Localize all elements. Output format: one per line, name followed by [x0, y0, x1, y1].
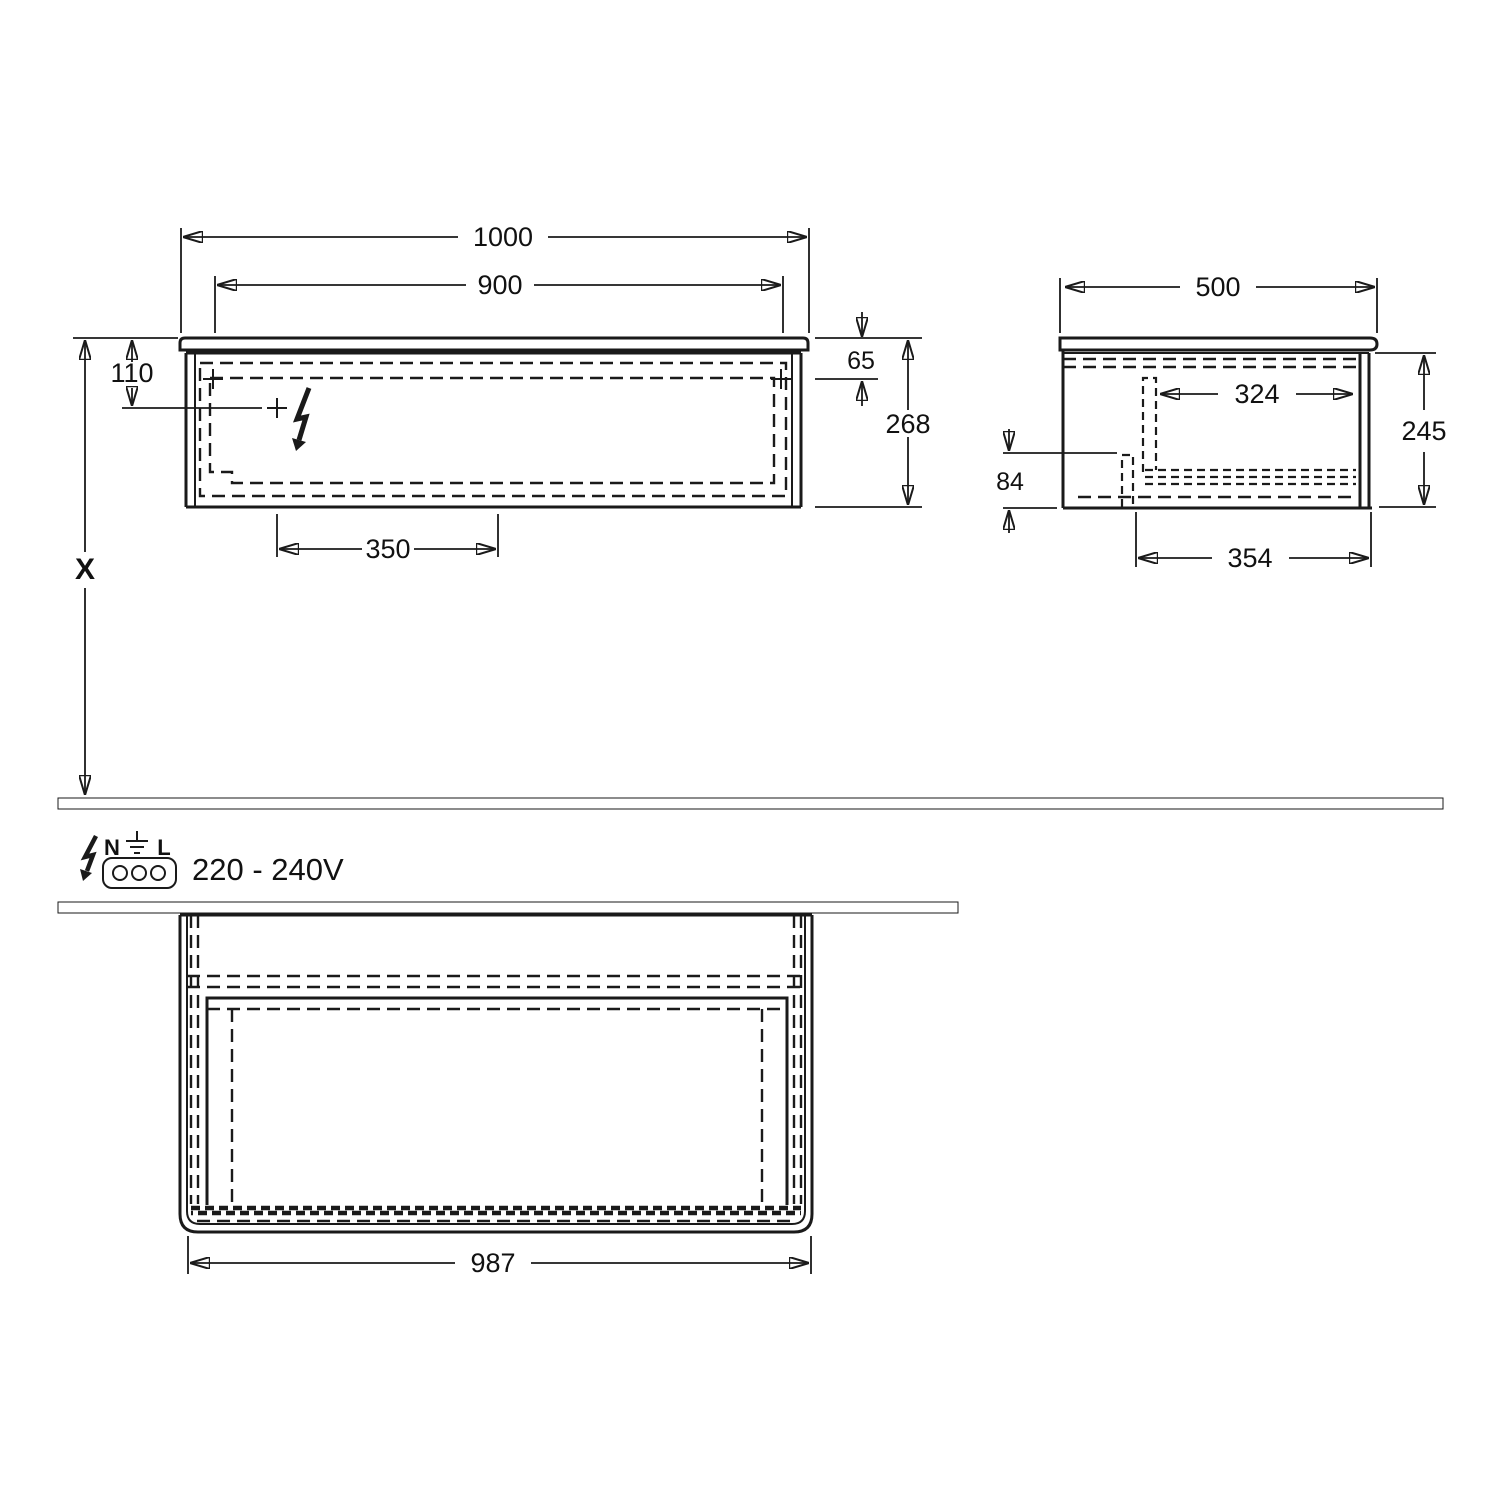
wall-hatch-lower: [58, 902, 958, 913]
side-view: [1060, 338, 1377, 508]
dim-front-height: 268: [885, 409, 931, 439]
dim-front-inner-width: 900: [477, 270, 523, 300]
front-countertop: [180, 338, 808, 350]
power-socket-icon: [103, 858, 176, 888]
ground-symbol-icon: [126, 831, 148, 853]
plan-inner-outline: [187, 915, 805, 1224]
dim-side-inner-depth: 324: [1234, 379, 1280, 409]
power-connection-symbol: [80, 831, 344, 888]
dim-side-bottom-clearance: 84: [996, 468, 1024, 496]
plan-view: [180, 915, 812, 1232]
dim-plan-width: 987: [470, 1248, 516, 1278]
side-duct-outline: [1143, 378, 1156, 472]
terminal-n-label: N: [104, 835, 120, 860]
front-drawer-inner-outline: [210, 378, 774, 483]
lightning-bolt-icon: [80, 836, 96, 881]
dim-side-depth: 500: [1195, 272, 1241, 302]
lightning-bolt-icon: [292, 388, 309, 451]
plan-outer-outline: [180, 915, 812, 1232]
dim-side-body-height: 245: [1401, 416, 1447, 446]
mount-cross-marker-left: [203, 369, 223, 389]
dim-front-top-inset: 65: [847, 347, 875, 375]
voltage-label: 220 - 240V: [192, 852, 344, 887]
dim-front-width: 1000: [472, 222, 534, 252]
plan-drawer-box: [207, 998, 787, 1205]
dim-side-bottom-depth: 354: [1227, 543, 1273, 573]
dim-wall-reference: X: [74, 553, 96, 586]
side-bracket-outline: [1122, 455, 1133, 507]
plan-view-dimensions: [188, 1236, 811, 1278]
power-point-cross-marker: [267, 398, 287, 418]
terminal-l-label: L: [157, 835, 171, 860]
dim-front-bottom-offset: 350: [365, 534, 411, 564]
front-drawer-outline: [200, 363, 786, 496]
wall-hatch-upper: [58, 798, 1443, 809]
side-countertop: [1060, 338, 1377, 350]
dim-front-left-inset: 110: [110, 358, 154, 388]
front-view: [180, 338, 808, 507]
